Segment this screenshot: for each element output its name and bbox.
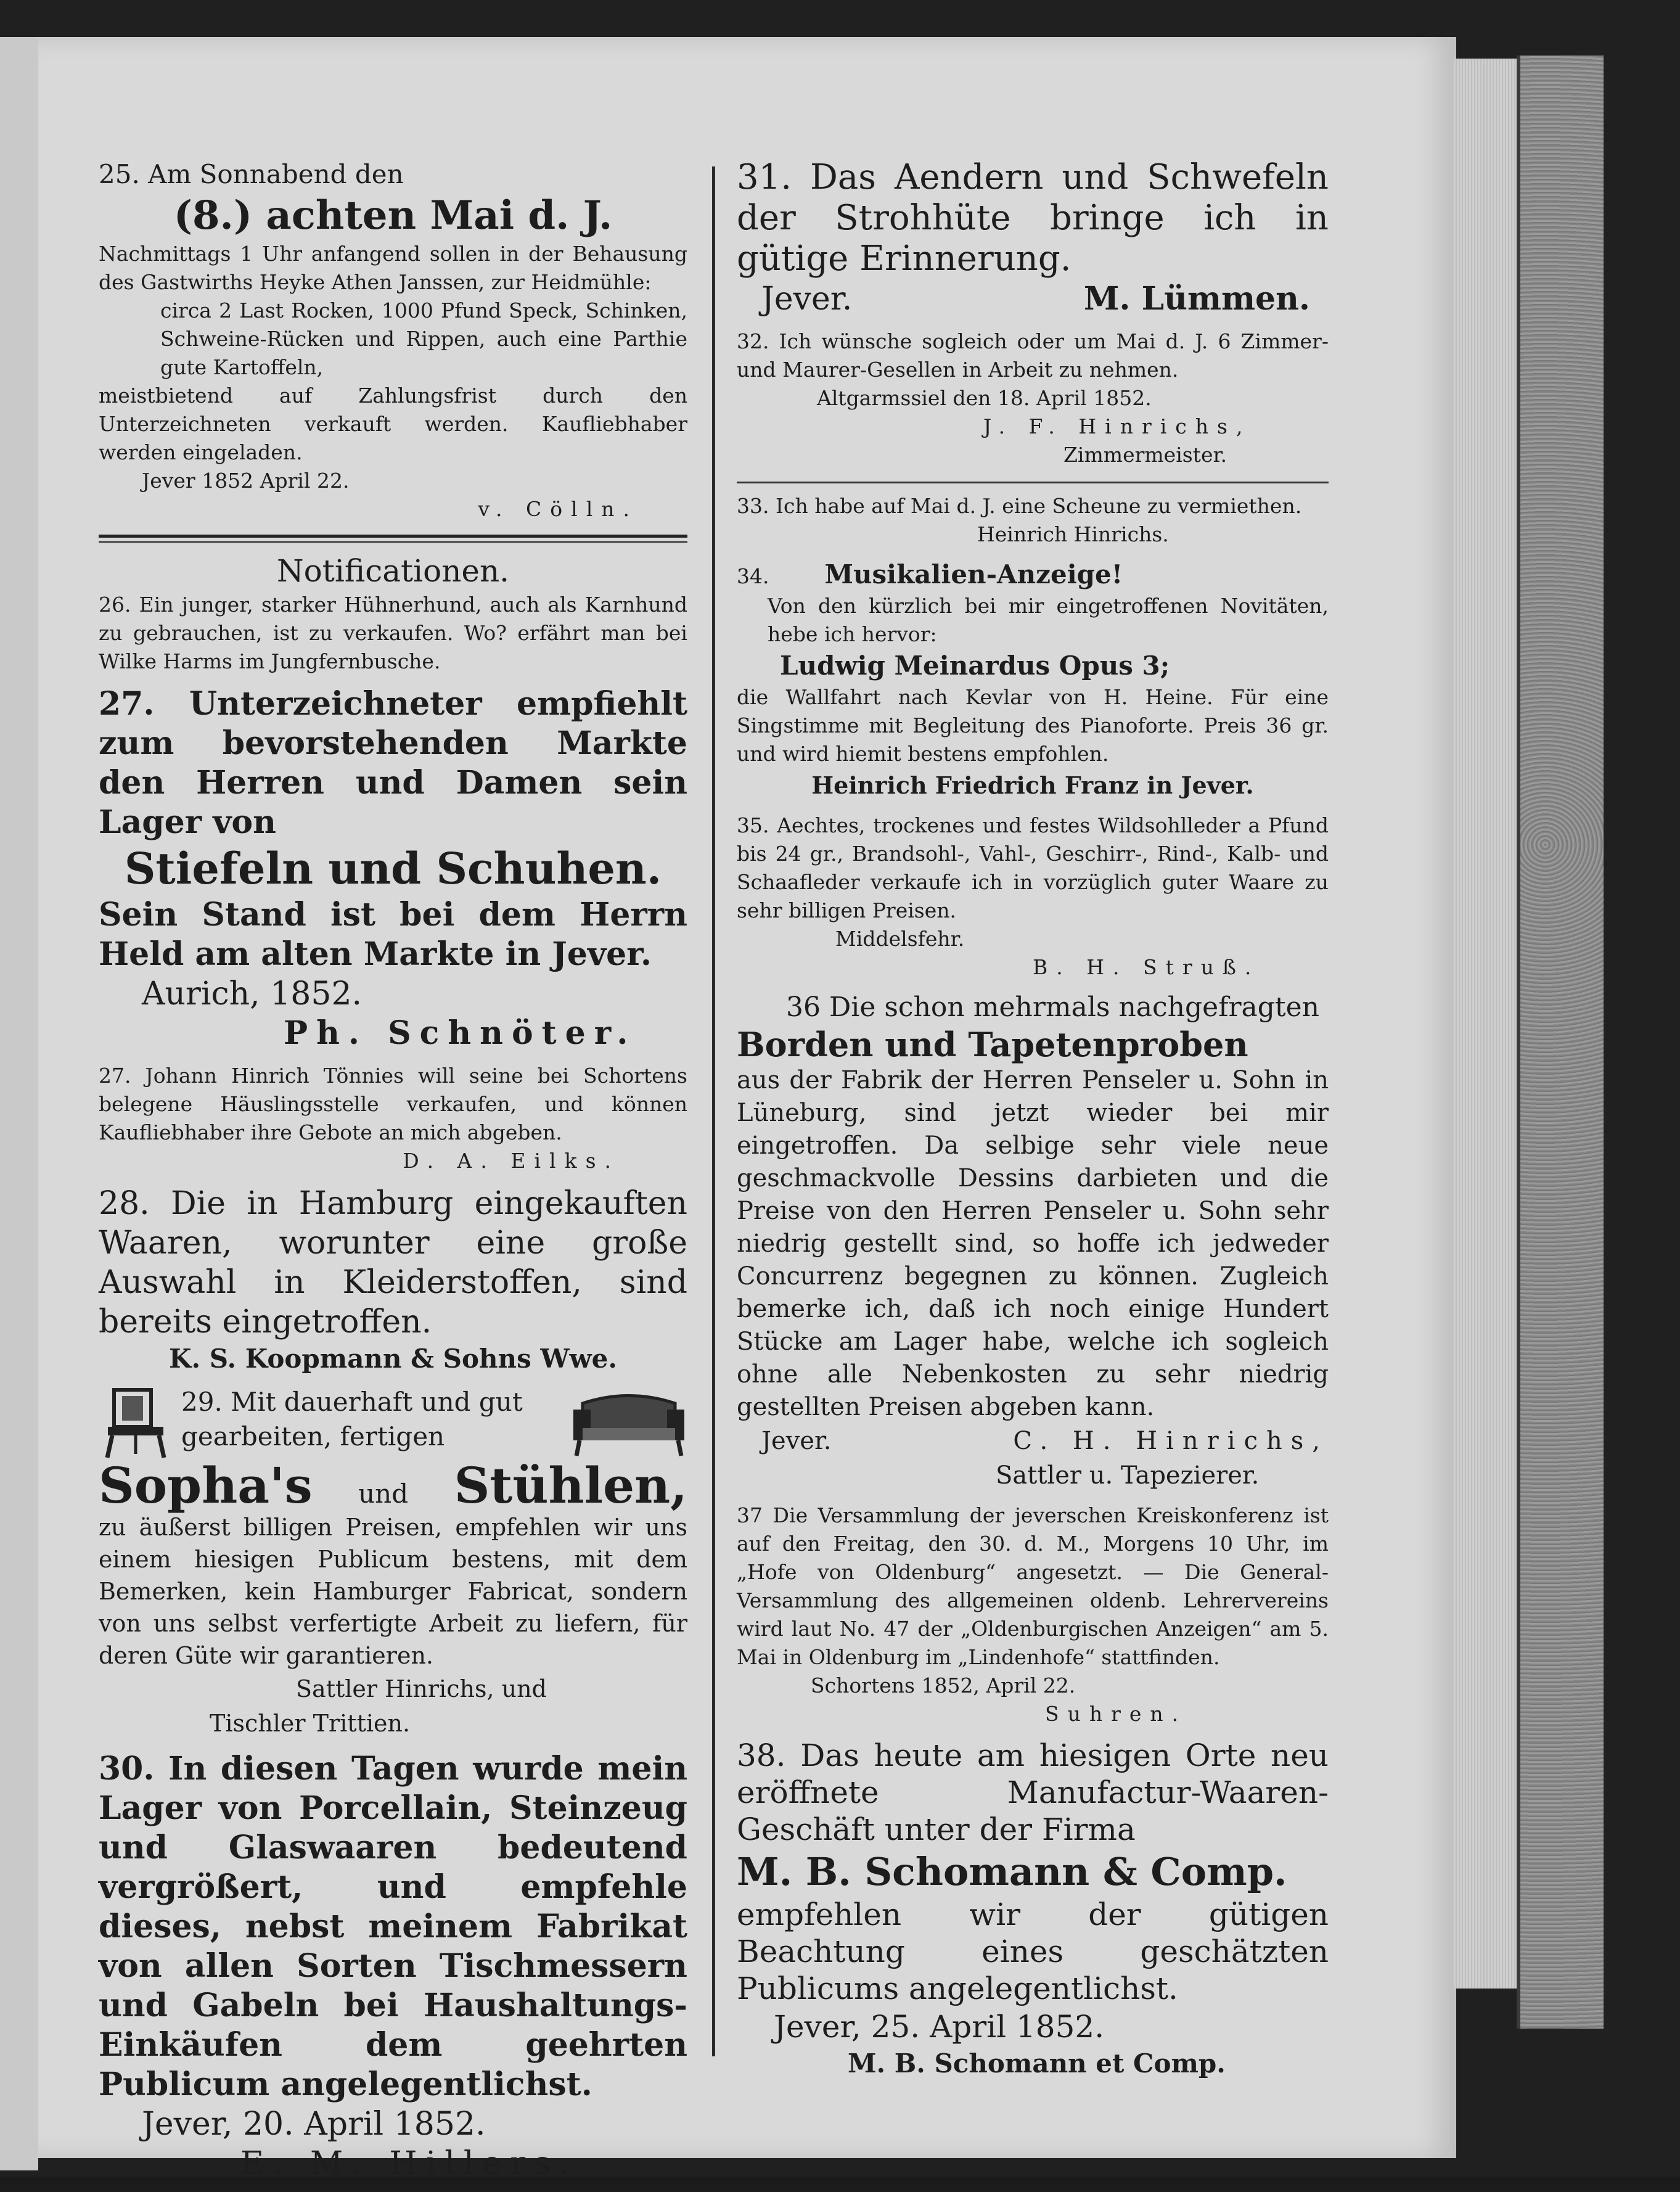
ad-25 [99, 157, 687, 523]
ad-32-date: Altgarmssiel den 18. April 1852. [817, 386, 1152, 410]
ad-36-headline: Borden und Tapetenproben [737, 1025, 1248, 1064]
ad-25-date-headline: (8.) achten Mai d. J. [173, 192, 613, 239]
ad-27a [99, 684, 687, 1053]
ad-29-header-row [99, 1385, 687, 1461]
ad-25-date: Jever 1852 April 22. [142, 469, 350, 493]
ad-36-lead: 36 Die schon mehrmals nachgefragten [786, 991, 1319, 1023]
column-divider [712, 166, 715, 2056]
ad-27b [99, 1062, 687, 1175]
ad-35 [737, 811, 1329, 982]
ad-36-text: aus der Fabrik der Herren Penseler u. Sohn in Lüneburg, sind jetzt wieder bei mir eingetroffen. Da selbige sehr viele neue geschmackvolle Dessins darbieten und die Preise von den Herren Penseler u. Sohn sehr niedrig gestellt sind, so hoffe ich jedweder Concurrenz begegnen zu können. Zugleich bemerke ich, daß ich noch einige Hundert Stücke am Lager habe, welche ich sogleich ohne alle Nebenkosten zu sehr niedrig gestellten Preisen abgeben kann. [737, 1066, 1329, 1421]
chair-icon [99, 1385, 173, 1461]
ad-37 [737, 1501, 1329, 1728]
ad-33-signature: Heinrich Hinrichs. [977, 522, 1169, 546]
ad-35-place: Middelsfehr. [835, 927, 965, 951]
ad-36 [737, 990, 1329, 1493]
page-block-edge [1454, 59, 1518, 1989]
ad-33 [737, 492, 1329, 549]
ad-26-text: 26. Ein junger, starker Hühnerhund, auch als Karnhund zu gebrauchen, ist zu verkaufen. Wo? erfährt man bei Wilke Harms im Jungfernbusche. [99, 593, 687, 673]
ad-37-text: 37 Die Versammlung der jeverschen Kreiskonferenz ist auf den Freitag, den 30. d. M., Morgens 10 Uhr, im „Hofe von Oldenburg“ angesetzt. — Die General-Versammlung des allgemeinen oldenb. Lehrervereins wird laut No. 47 der „Oldenburgischen Anzeigen“ am 5. Mai in Oldenburg im „Lindenhofe“ stattfinden. [737, 1503, 1329, 1669]
ad-38-text2: empfehlen wir der gütigen Beachtung eines geschätzten Publicums angelegentlichst. [737, 1897, 1329, 2006]
ad-25-line1: 25. Am Sonnabend den [99, 159, 404, 189]
ad-34-text: Von den kürzlich bei mir eingetroffenen Novitäten, hebe ich hervor: [768, 594, 1329, 646]
ad-27a-text: 27. Unterzeichneter empfiehlt zum bevorstehenden Markte den Herren und Damen sein Lager von [99, 685, 687, 841]
ad-25-signature: v. Cölln. [478, 497, 638, 521]
ad-25-body: Nachmittags 1 Uhr anfangend sollen in der Behausung des Gastwirths Heyke Athen Janssen, zur Heidmühle: [99, 242, 687, 294]
ad-26 [99, 591, 687, 676]
ad-32-sig1: J. F. Hinrichs, [983, 414, 1252, 438]
ad-32 [737, 327, 1329, 469]
ad-29-headline-und: und [358, 1479, 409, 1509]
book-cover [1517, 55, 1604, 2029]
ad-29-lead: 29. Mit dauerhaft und gut gearbeiten, fertigen [181, 1387, 523, 1451]
ad-34-highlight: Ludwig Meinardus Opus 3; [780, 651, 1170, 681]
ad-36-sig2: Sattler u. Tapezierer. [996, 1461, 1260, 1490]
ad-36-signoff [737, 1424, 1329, 1458]
ad-36-sig1: C. H. Hinrichs, [1013, 1427, 1329, 1455]
right-column [737, 157, 1329, 2090]
ad-29-headline-sophas: Sopha's [99, 1456, 313, 1514]
ad-35-signature: B. H. Struß. [1033, 955, 1260, 979]
ad-38-date: Jever, 25. April 1852. [774, 2009, 1105, 2045]
ad-27a-text2: Sein Stand ist bei dem Herrn Held am alten Markte in Jever. [99, 896, 687, 973]
section-title-notificationen: Notificationen. [276, 553, 510, 589]
sofa-icon [570, 1385, 687, 1461]
ad-27a-place: Aurich, 1852. [142, 975, 363, 1012]
ad-29-headline [99, 1456, 687, 1514]
ad-31-signature: M. Lümmen. [1083, 280, 1310, 318]
ad-30 [99, 1749, 687, 2183]
ad-31 [737, 157, 1329, 319]
ad-30-signature: E. M. Hillers. [240, 2145, 578, 2182]
ad-25-items: circa 2 Last Rocken, 1000 Pfund Speck, Schinken, Schweine-Rücken und Rippen, auch eine Parthie gute Kartoffeln, [160, 298, 687, 379]
ad-34-title: Musikalien-Anzeige! [824, 559, 1123, 589]
ad-29 [99, 1385, 687, 1741]
ad-33-text: 33. Ich habe auf Mai d. J. eine Scheune zu vermiethen. [737, 494, 1302, 518]
ad-separator [737, 482, 1329, 483]
ad-29-text: zu äußerst billigen Preisen, empfehlen wir uns einem hiesigen Publicum bestens, mit dem Bemerken, kein Hamburger Fabricat, sondern von uns selbst verfertigte Arbeit zu liefern, für deren Güte wir garantieren. [99, 1514, 687, 1669]
ad-34-signature: Heinrich Friedrich Franz in Jever. [811, 771, 1254, 799]
ad-27a-signature: Ph. Schnöter. [284, 1014, 637, 1052]
left-column [99, 157, 687, 2192]
ad-28-signature: K. S. Koopmann & Sohns Wwe. [168, 1344, 618, 1374]
ad-29-sig2: Tischler Trittien. [210, 1710, 411, 1737]
ad-31-text: 31. Das Aendern und Schwefeln der Strohhüte bringe ich in gütige Erinnerung. [737, 157, 1329, 279]
ad-29-headline-stuehlen: Stühlen, [454, 1456, 687, 1514]
ad-25-body2: meistbietend auf Zahlungsfrist durch den Unterzeichneten verkauft werden. Kaufliebhaber werden eingeladen. [99, 384, 687, 464]
ad-38-headline: M. B. Schomann & Comp. [737, 1849, 1287, 1894]
ad-30-text: 30. In diesen Tagen wurde mein Lager von Porcellain, Steinzeug und Glaswaaren bedeutend vergrößert, und empfehle dieses, nebst meinem Fabrikat von allen Sorten Tischmessern und Gabeln bei Haushaltungs-Einkäufen dem geehrten Publicum angelegentlichst. [99, 1750, 687, 2103]
ad-34-text2: die Wallfahrt nach Kevlar von H. Heine. Für eine Singstimme mit Begleitung des Pianoforte. Preis 36 gr. und wird hiemit bestens empfohlen. [737, 685, 1329, 766]
ad-38-signature: M. B. Schomann et Comp. [848, 2048, 1226, 2079]
ad-37-date: Schortens 1852, April 22. [811, 1673, 1076, 1697]
ad-27a-headline: Stiefeln und Schuhen. [124, 843, 662, 894]
ad-27b-text: 27. Johann Hinrich Tönnies will seine bei Schortens belegene Häuslingsstelle verkaufen, und können Kaufliebhaber ihre Gebote an mich abgeben. [99, 1064, 687, 1144]
ad-28 [99, 1184, 687, 1376]
ad-34-num: 34. [737, 564, 769, 588]
ad-31-place: Jever. [761, 281, 853, 318]
ad-28-text: 28. Die in Hamburg eingekauften Waaren, worunter eine große Auswahl in Kleiderstoffen, sind bereits eingetroffen. [99, 1185, 687, 1340]
ad-37-signature: Suhren. [1045, 1702, 1187, 1726]
ad-29-sig1: Sattler Hinrichs, und [296, 1675, 547, 1702]
ad-32-text: 32. Ich wünsche sogleich oder um Mai d. J. 6 Zimmer- und Maurer-Gesellen in Arbeit zu nehmen. [737, 329, 1329, 382]
ad-36-place: Jever. [761, 1427, 832, 1455]
ad-35-text: 35. Aechtes, trockenes und festes Wildsohlleder a Pfund bis 24 gr., Brandsohl-, Vahl-, Geschirr-, Rind-, Kalb- und Schaafleder verkaufe ich in vorzüglich guter Waare zu sehr billigen Preisen. [737, 813, 1329, 922]
ad-27b-signature: D. A. Eilks. [403, 1149, 620, 1173]
ad-38 [737, 1737, 1329, 2081]
section-divider [99, 535, 687, 543]
ad-34-header [737, 557, 1329, 592]
ad-34 [737, 557, 1329, 803]
ad-32-sig2: Zimmermeister. [1063, 443, 1227, 467]
facing-page-edge [0, 37, 38, 2170]
ad-38-text: 38. Das heute am hiesigen Orte neu eröffnete Manufactur-Waaren-Geschäft unter der Firma [737, 1738, 1329, 1847]
ad-31-signoff [737, 279, 1329, 319]
ad-30-date: Jever, 20. April 1852. [142, 2106, 486, 2143]
